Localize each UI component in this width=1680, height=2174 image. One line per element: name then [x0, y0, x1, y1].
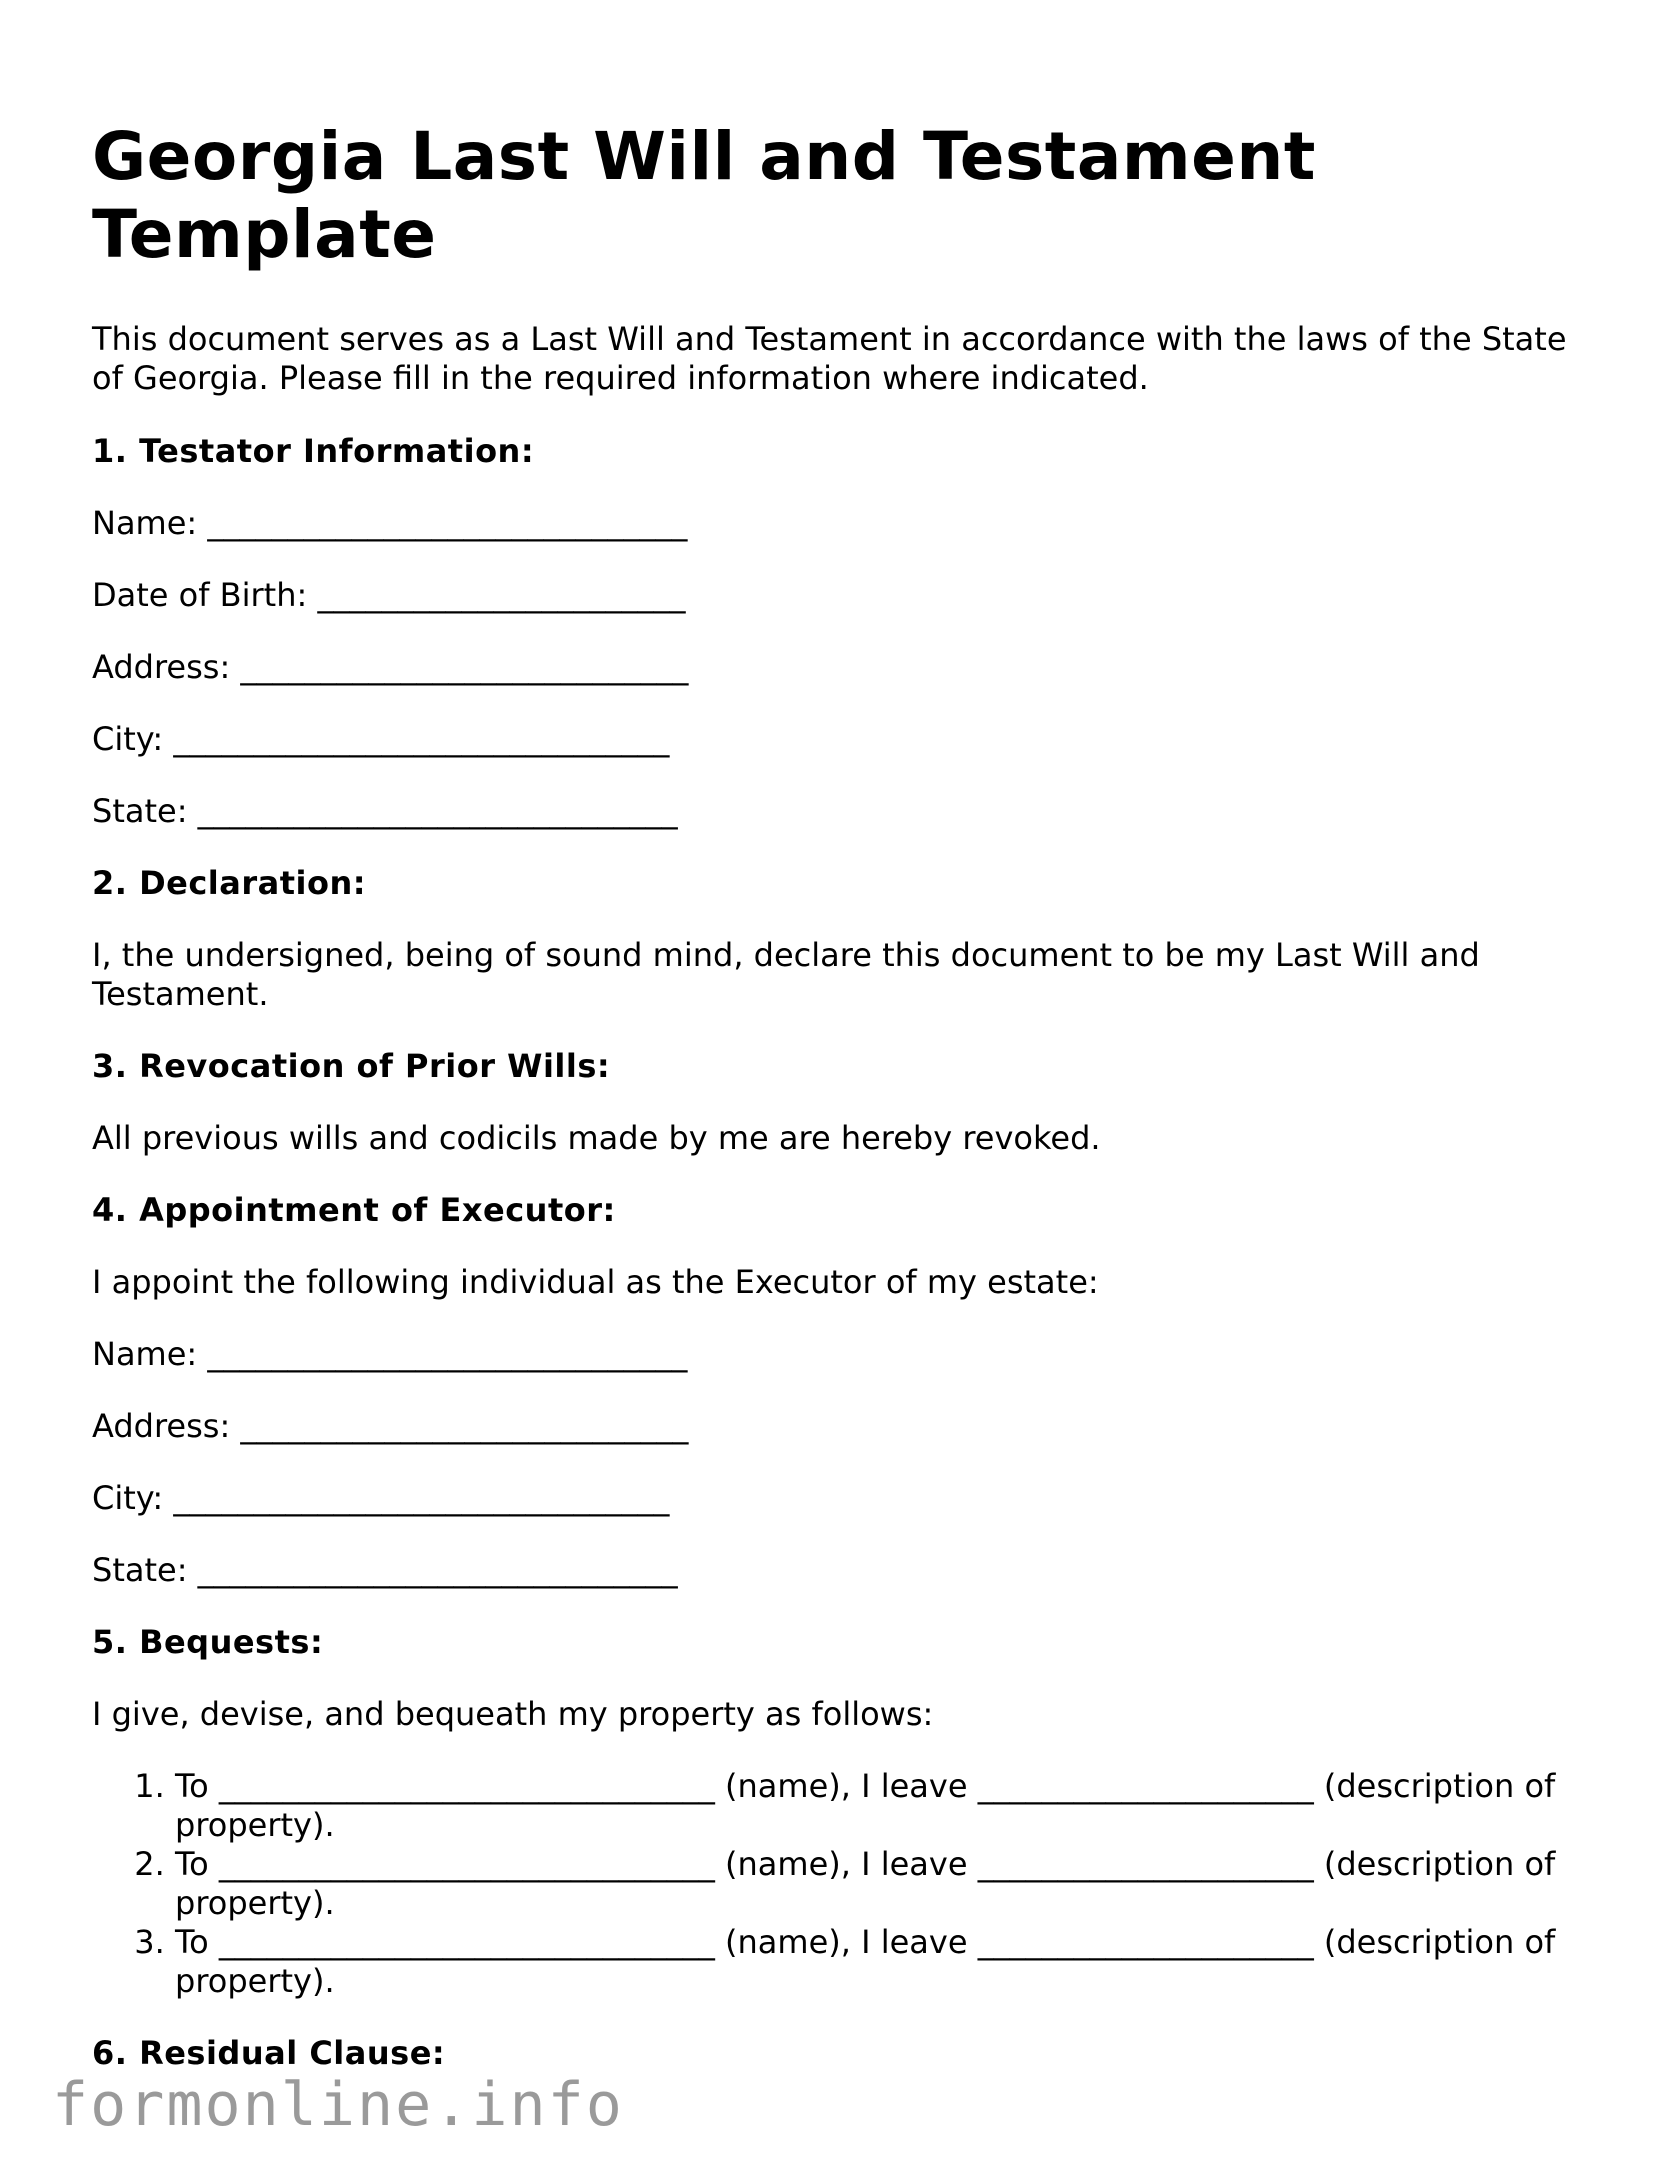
testator-state-field: State: ______________________________	[92, 792, 678, 830]
bequests-list	[92, 1767, 1592, 2001]
executor-address-field: Address: ____________________________	[92, 1407, 689, 1445]
testator-address-field: Address: ____________________________	[92, 648, 689, 686]
declaration-text: I, the undersigned, being of sound mind, declare this document to be my Last Will and Testament.	[92, 936, 1480, 1013]
section-heading-bequests: 5. Bequests:	[92, 1623, 324, 1661]
bequest-item: 2. To _______________________________ (name), I leave _____________________ (description of property).	[175, 1845, 1592, 1923]
section-heading-revocation: 3. Revocation of Prior Wills:	[92, 1047, 611, 1085]
executor-state-field: State: ______________________________	[92, 1551, 678, 1589]
watermark: formonline.info	[52, 2070, 624, 2140]
bequest-item: 3. To _______________________________ (name), I leave _____________________ (description of property).	[175, 1923, 1592, 2001]
section-heading-residual: 6. Residual Clause:	[92, 2034, 446, 2072]
bequest-item: 1. To _______________________________ (name), I leave _____________________ (description of property).	[175, 1767, 1592, 1845]
executor-name-field: Name: ______________________________	[92, 1335, 688, 1373]
page-title: Georgia Last Will and Testament Template	[92, 118, 1316, 273]
testator-city-field: City: _______________________________	[92, 720, 670, 758]
section-heading-declaration: 2. Declaration:	[92, 864, 367, 902]
section-heading-executor: 4. Appointment of Executor:	[92, 1191, 616, 1229]
executor-city-field: City: _______________________________	[92, 1479, 670, 1517]
bequests-text: I give, devise, and bequeath my property as follows:	[92, 1695, 934, 1733]
document-page	[92, 118, 1592, 2106]
testator-name-field: Name: ______________________________	[92, 504, 688, 542]
revocation-text: All previous wills and codicils made by me are hereby revoked.	[92, 1119, 1101, 1157]
intro-paragraph: This document serves as a Last Will and Testament in accordance with the laws of the State of Georgia. Please fill in the required information where indicated.	[92, 320, 1567, 397]
section-heading-testator: 1. Testator Information:	[92, 432, 535, 470]
testator-dob-field: Date of Birth: _______________________	[92, 576, 686, 614]
executor-text: I appoint the following individual as the Executor of my estate:	[92, 1263, 1099, 1301]
